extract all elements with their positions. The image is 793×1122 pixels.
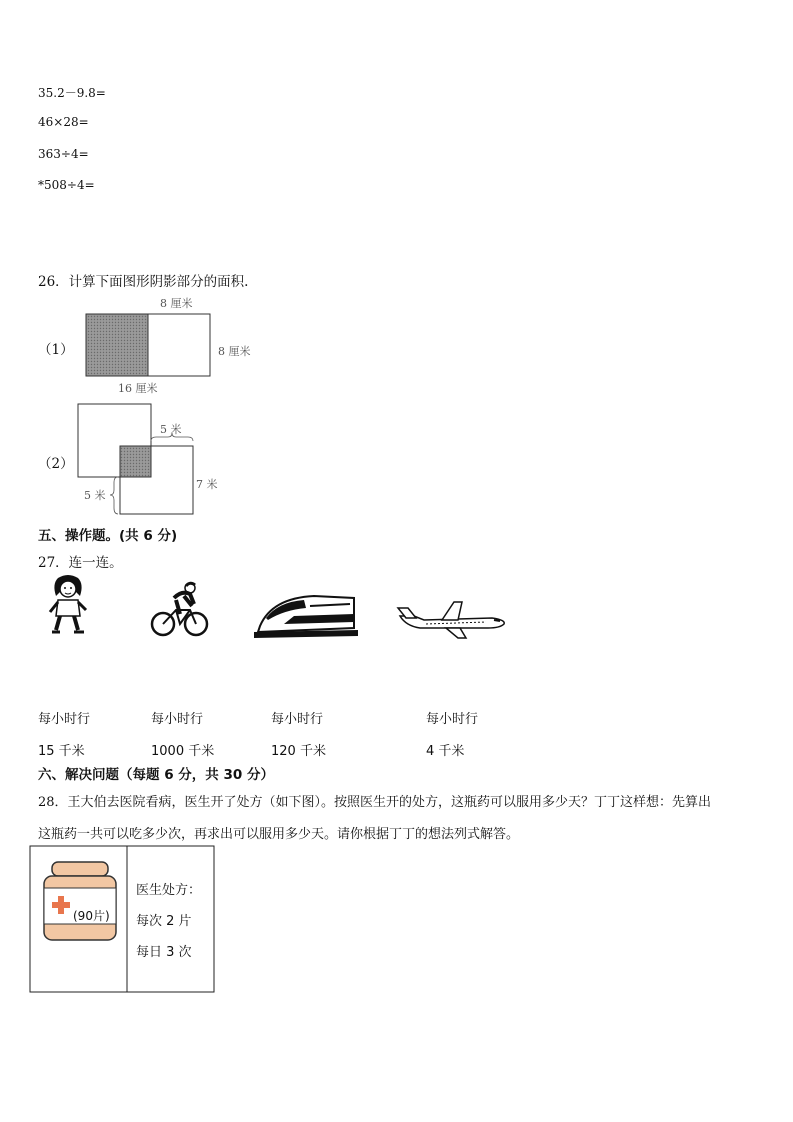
section5-title: 五、操作题。(共 6 分) (38, 528, 178, 544)
speed-value-2: 1000 千米 (151, 744, 215, 759)
speed-value-3: 120 千米 (271, 744, 326, 759)
calc-line-3: 363÷4= (38, 147, 89, 161)
prescription-frequency: 每日 3 次 (136, 945, 192, 960)
speed-prefix-3: 每小时行 (271, 712, 324, 727)
prescription-dose: 每次 2 片 (136, 914, 192, 929)
fig2-left-dim: 5 米 (84, 489, 106, 502)
speed-prefix-1: 每小时行 (38, 712, 91, 727)
fig1-label: （1） (38, 342, 74, 358)
calc-line-1: 35.2－9.8= (38, 86, 106, 100)
calc-line-2: 46×28= (38, 115, 89, 129)
fig2-top-dim: 5 米 (160, 423, 182, 436)
q27-title: 27．连一连。 (38, 555, 123, 571)
q28-text-line2: 这瓶药一共可以吃多少次，再求出可以服用多少天。请你根据丁丁的想法列式解答。 (38, 827, 520, 842)
calc-line-4: *508÷4= (38, 178, 95, 192)
q28-text-line1: 28．王大伯去医院看病，医生开了处方（如下图）。按照医生开的处方，这瓶药可以服用多少天？丁丁这样想：先算出 (38, 795, 712, 810)
fig1-right-dim: 8 厘米 (218, 345, 251, 358)
speed-value-4: 4 千米 (426, 744, 465, 759)
medicine-bottle-icon (42, 860, 118, 944)
fig2-label: （2） (38, 456, 74, 472)
fig1-bottom-dim: 16 厘米 (118, 382, 158, 395)
speed-value-1: 15 千米 (38, 744, 85, 759)
section6-title: 六、解决问题（每题 6 分，共 30 分） (38, 767, 274, 783)
prescription-title: 医生处方： (136, 883, 202, 898)
fig1-top-dim: 8 厘米 (160, 297, 193, 310)
speed-prefix-4: 每小时行 (426, 712, 479, 727)
speed-prefix-2: 每小时行 (151, 712, 204, 727)
q26-title: 26．计算下面图形阴影部分的面积. (38, 274, 249, 290)
fig2-right-dim: 7 米 (196, 478, 218, 491)
bottle-label: (90片) (73, 909, 110, 923)
